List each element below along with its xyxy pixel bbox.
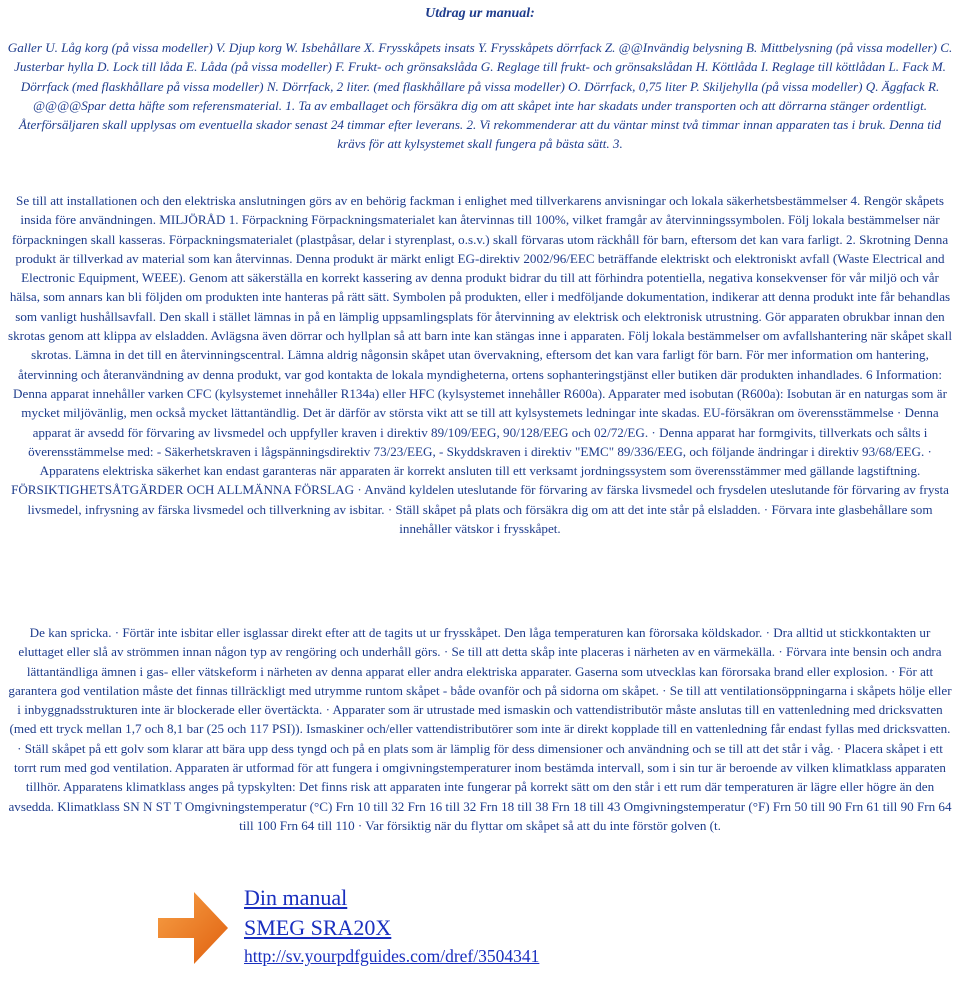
- manual-paragraph-parts: Galler U. Låg korg (på vissa modeller) V. Djup korg W. Isbehållare X. Frysskåpets insats Y. Frysskåpets dörrfack Z. @@Invändig belysning B. Mittbelysning (på vissa modeller) C. Justerbar hylla D. Lock till låda E. Låda (på vissa modeller) F. Frukt- och grönsakslåda G. Reglage till frukt- och grönsakslådan H. Köttlåda I. Reglage till köttlådan L. Fack M. Dörrfack (med flaskhållare på vissa modeller) N. Dörrfack, 2 liter. (med flaskhållare på vissa modeller) O. Dörrfack, 0,75 liter P. Skiljehylla (på vissa modeller) Q. Äggfack R. @@@@Spar detta häfte som referensmaterial. 1. Ta av emballaget och försäkra dig om att skåpet inte har skadats under transporten och att dörrarna stänger ordentligt. Återförsäljaren skall upplysas om eventuella skador senast 24 timmar efter leverans. 2. Vi rekommenderar att du väntar minst två timmar innan apparaten tas i bruk. Denna tid krävs för att kylsystemet skall fungera på bästa sätt. 3.: [7, 40, 953, 152]
- footer-product-link[interactable]: SMEG SRA20X: [244, 915, 392, 940]
- page-title: Utdrag ur manual:: [425, 6, 535, 21]
- footer-manual-link[interactable]: Din manual: [244, 885, 348, 910]
- orange-arrow-icon: [154, 884, 232, 972]
- footer-url-link[interactable]: http://sv.yourpdfguides.com/dref/3504341: [244, 946, 540, 966]
- manual-paragraph-environment: Se till att installationen och den elektriska anslutningen görs av en behörig fackman i enlighet med tillverkarens anvisningar och lokala säkerhetsbestämmelser 4. Rengör skåpets insida före användningen. MILJÖRÅD 1. Förpackning Förpackningsmaterialet kan återvinnas till 100%, vilket framgår av återvinningssymbolen. Följ lokala bestämmelser när förpackningen skall kasseras. Förpackningsmaterialet (plastpåsar, delar i styrenplast, o.s.v.) skall förvaras utom räckhåll för barn, eftersom det kan vara farligt. 2. Skrotning Denna produkt är tillverkad av material som kan återvinnas. Denna produkt är märkt enligt EG-direktiv 2002/96/EEC beträffande elektriskt och elektroniskt avfall (Waste Electrical and Electronic Equipment, WEEE). Genom att säkerställa en korrekt kassering av denna produkt bidrar du till att förhindra potentiella, negativa konsekvenser för vår miljö och vår hälsa, som annars kan bli följden om produkten inte hanteras på rätt sätt. Symbolen på produkten, eller i medföljande dokumentation, indikerar att denna produkt inte får behandlas som vanligt hushållsavfall. Den skall i stället lämnas in på en lämplig uppsamlingsplats för återvinning av elektrisk och elektronisk utrustning. Gör apparaten obrukbar innan den skrotas genom att klippa av elsladden. Avlägsna även dörrar och hyllplan så att barn inte kan stängas inne i apparaten. Följ lokala bestämmelser om avfallshantering när skåpet skall skrotas. Lämna in det till en återvinningscentral. Lämna aldrig någonsin skåpet utan övervakning, eftersom det kan vara farligt för barn. För mer information om hantering, återvinning och återanvändning av denna produkt, var god kontakta de lokala myndigheterna, ortens sophanteringstjänst eller butiken där produkten inhandlades. 6 Information: Denna apparat innehåller varken CFC (kylsystemet innehåller R134a) eller HFC (kylsystemet innehåller R600a). Apparater med isobutan (R600a): Isobutan är en naturgas som är mycket miljövänlig, men också mycket lättantändlig. Det är därför av största vikt att se till att kylsystemets ledningar inte skadas. EU-försäkran om överensstämmelse · Denna apparat är avsedd för förvaring av livsmedel och uppfyller kraven i direktiv 89/109/EEG, 90/128/EEG och 02/72/EG. · Denna apparat har formgivits, tillverkats och sålts i överensstämmelse med: - Säkerhetskraven i lågspänningsdirektiv 73/23/EEG, - Skyddskraven i direktiv "EMC" 89/336/EEG, och följande ändringar i direktiv 93/68/EEG. · Apparatens elektriska säkerhet kan endast garanteras när apparaten är korrekt ansluten till ett verksamt jordningssystem som överensstämmer med gällande lagstiftning. FÖRSIKTIGHETSÅTGÄRDER OCH ALLMÄNNA FÖRSLAG · Använd kyldelen uteslutande för förvaring av färska livsmedel och frysdelen uteslutande för förvaring av frysta livsmedel, infrysning av färska livsmedel och tillverkning av isbitar. · Ställ skåpet på plats och försäkra dig om att det inte står på elsladden. · Förvara inte glasbehållare som innehåller vätskor i frysskåpet.: [7, 193, 953, 537]
- manual-paragraph-safety: De kan spricka. · Förtär inte isbitar eller isglassar direkt efter att de tagits ut ur frysskåpet. Den låga temperaturen kan förorsaka köldskador. · Dra alltid ut stickkontakten ur eluttaget eller slå av strömmen innan någon typ av rengöring och underhåll görs. · Se till att detta skåp inte placeras i närheten av en värmekälla. · Förvara inte bensin och andra lättantändliga ämnen i gas- eller vätskeform i närheten av denna apparat eller andra elektriska apparater. Gaserna som utvecklas kan förorsaka brand eller explosion. · För att garantera god ventilation måste det finnas tillräckligt med utrymme runtom skåpet - både ovanför och på sidorna om skåpet. · Se till att ventilationsöppningarna i skåpets hölje eller i inbyggnadsstrukturen inte är blockerade eller övertäckta. · Apparater som är utrustade med ismaskin och vattendistributör måste anslutas till en vattenledning med dricksvatten (med ett tryck mellan 1,7 och 8,1 bar (25 och 117 PSI)). Ismaskiner och/eller vattendistributörer som inte är direkt kopplade till en vattenledning får endast fyllas med dricksvatten. · Ställ skåpet på ett golv som klarar att bära upp dess tyngd och på en plats som är lämplig för dess dimensioner och användning och se till att det står i våg. · Placera skåpet i ett torrt rum med god ventilation. Apparaten är utformad för att fungera i omgivningstemperaturer inom bestämda intervall, som i sin tur är beroende av vilken klimatklass apparaten tillhör. Apparatens klimatklass anges på typskylten: Det finns risk att apparaten inte fungerar på korrekt sätt om den står i ett rum där temperaturen är lägre eller högre än den avsedda. Klimatklass SN N ST T Omgivningstemperatur (°C) Frn 10 till 32 Frn 16 till 32 Frn 18 till 38 Frn 18 till 43 Omgivningstemperatur (°F) Frn 50 till 90 Frn 61 till 90 Frn 64 till 100 Frn 64 till 110 · Var försiktig när du flyttar om skåpet så att du inte förstör golven (t.: [8, 625, 952, 833]
